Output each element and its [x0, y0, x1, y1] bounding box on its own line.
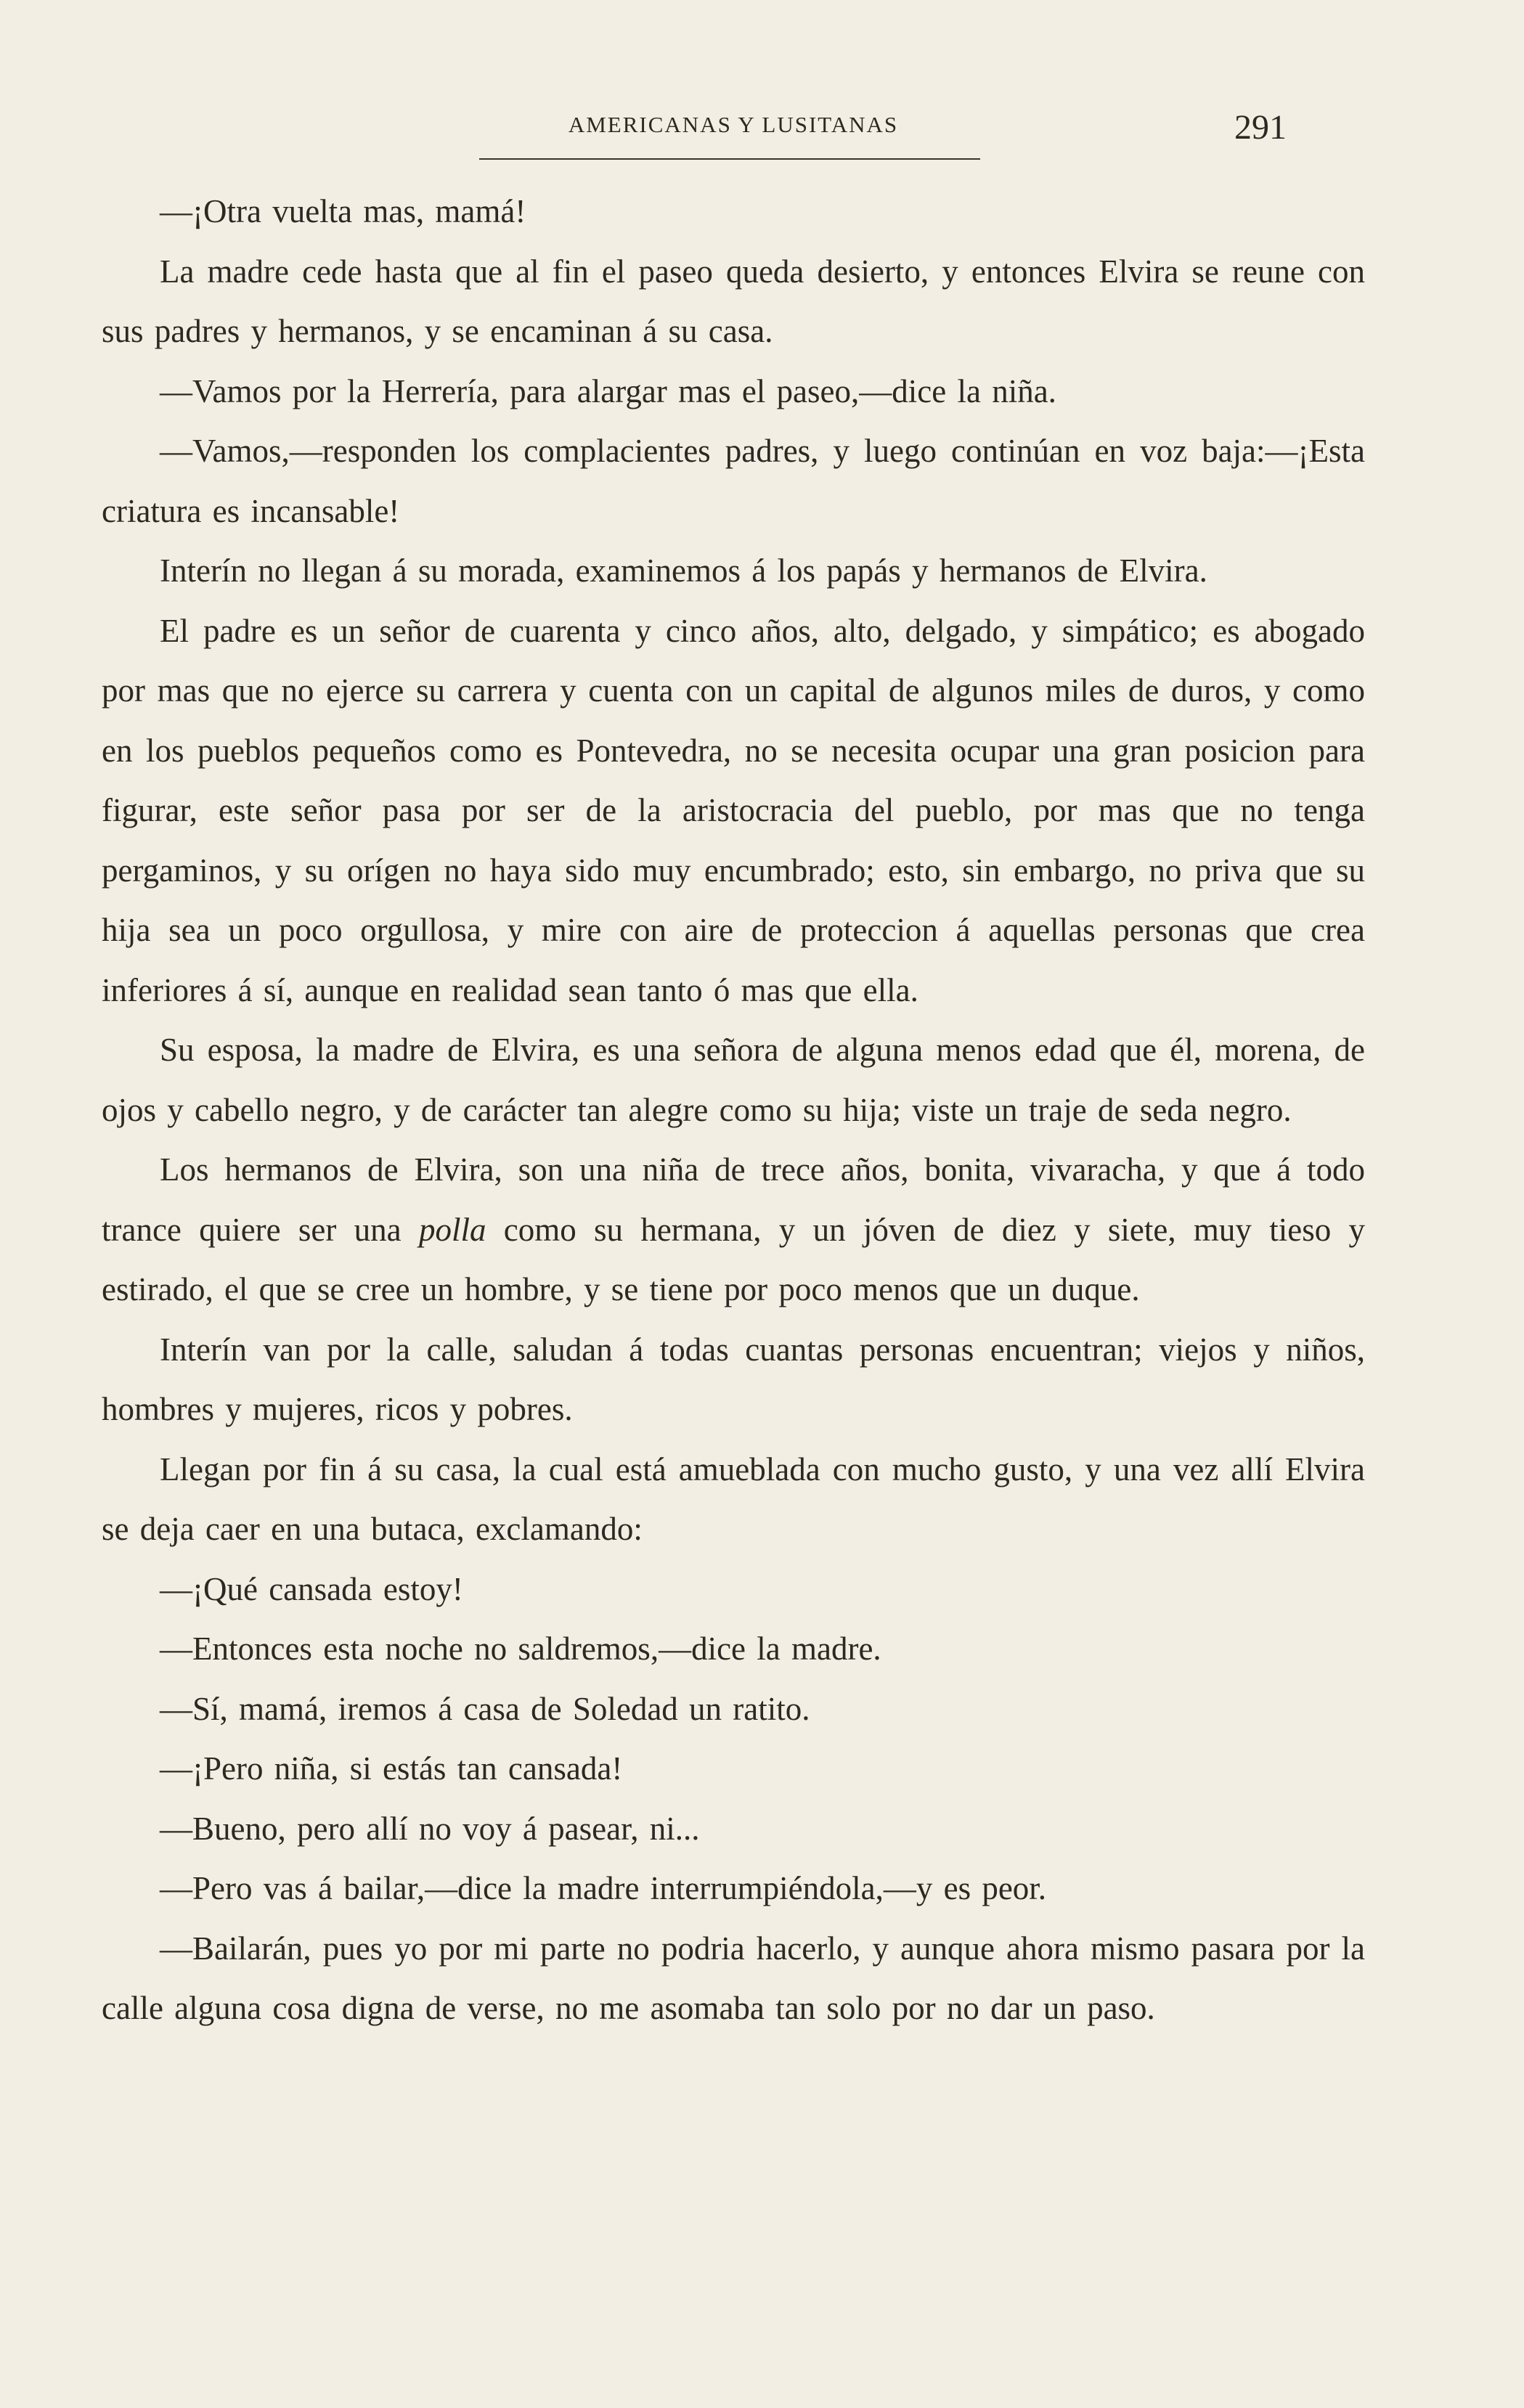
paragraph-3: —Vamos por la Herrería, para alargar mas el paseo,—dice la niña. — [160, 372, 1056, 409]
paragraph-12: —Entonces esta noche no saldremos,—dice la madre. — [160, 1630, 881, 1667]
page-number: 291 — [1234, 108, 1287, 147]
running-title: AMERICANAS Y LUSITANAS — [568, 112, 899, 137]
paragraph-7: Su esposa, la madre de Elvira, es una señora de alguna menos edad que él, morena, de ojos y cabello negro, y de carácter tan alegre como su hija; viste un traje de seda negro. — [102, 1032, 1365, 1128]
paragraph-8 — [102, 1140, 1365, 1320]
paragraph-15: —Bueno, pero allí no voy á pasear, ni... — [160, 1810, 700, 1847]
paragraph-11: —¡Qué cansada estoy! — [160, 1570, 463, 1607]
paragraph-9: Interín van por la calle, saludan á todas cuantas personas encuentran; viejos y niños, hombres y mujeres, ricos y pobres. — [102, 1331, 1365, 1427]
paragraph-5: Interín no llegan á su morada, examinemos á los papás y hermanos de Elvira. — [160, 552, 1207, 589]
paragraph-6: El padre es un señor de cuarenta y cinco años, alto, delgado, y simpático; es abogado por mas que no ejerce su carrera y cuenta con un capital de algunos miles de duros, y como en los pueblos pequeños como es Pontevedra, no se necesita ocupar una gran posicion para figurar, este señor pasa por ser de la aristocracia del pueblo, por mas que no tenga pergaminos, y su orígen no haya sido muy encumbrado; esto, sin embargo, no priva que su hija sea un poco orgullosa, y mire con aire de proteccion á aquellas personas que crea inferiores á sí, aunque en realidad sean tanto ó mas que ella. — [102, 612, 1365, 1008]
paragraph-8-after: como su hermana, y un jóven de diez y siete, muy tieso y estirado, el que se cree un hombre, y se tiene por poco menos que un duque. — [102, 1211, 1365, 1307]
paragraph-13: —Sí, mamá, iremos á casa de Soledad un ratito. — [160, 1690, 810, 1727]
paragraph-16: —Pero vas á bailar,—dice la madre interrumpiéndola,—y es peor. — [160, 1870, 1047, 1906]
header-rule — [479, 158, 980, 160]
paragraph-17: —Bailarán, pues yo por mi parte no podria hacerlo, y aunque ahora mismo pasara por la calle alguna cosa digna de verse, no me asomaba tan solo por no dar un paso. — [102, 1930, 1365, 2026]
italic-word: polla — [418, 1211, 486, 1248]
paragraph-8-before: Los hermanos de Elvira, son una niña de trece años, bonita, vivaracha, y que á todo trance quiere ser una — [102, 1151, 1365, 1248]
paragraph-10: Llegan por fin á su casa, la cual está amueblada con mucho gusto, y una vez allí Elvira se deja caer en una butaca, exclamando: — [102, 1450, 1365, 1547]
paragraph-4: —Vamos,—responden los complacientes padres, y luego continúan en voz baja:—¡Esta criatura es incansable! — [102, 433, 1365, 529]
paragraph-2: La madre cede hasta que al fin el paseo queda desierto, y entonces Elvira se reune con sus padres y hermanos, y se encaminan á su casa. — [102, 253, 1365, 349]
paragraph-1: —¡Otra vuelta mas, mamá! — [160, 193, 526, 229]
paragraph-14: —¡Pero niña, si estás tan cansada! — [160, 1750, 623, 1787]
body-text — [102, 181, 1365, 2038]
page-header — [0, 107, 1524, 166]
